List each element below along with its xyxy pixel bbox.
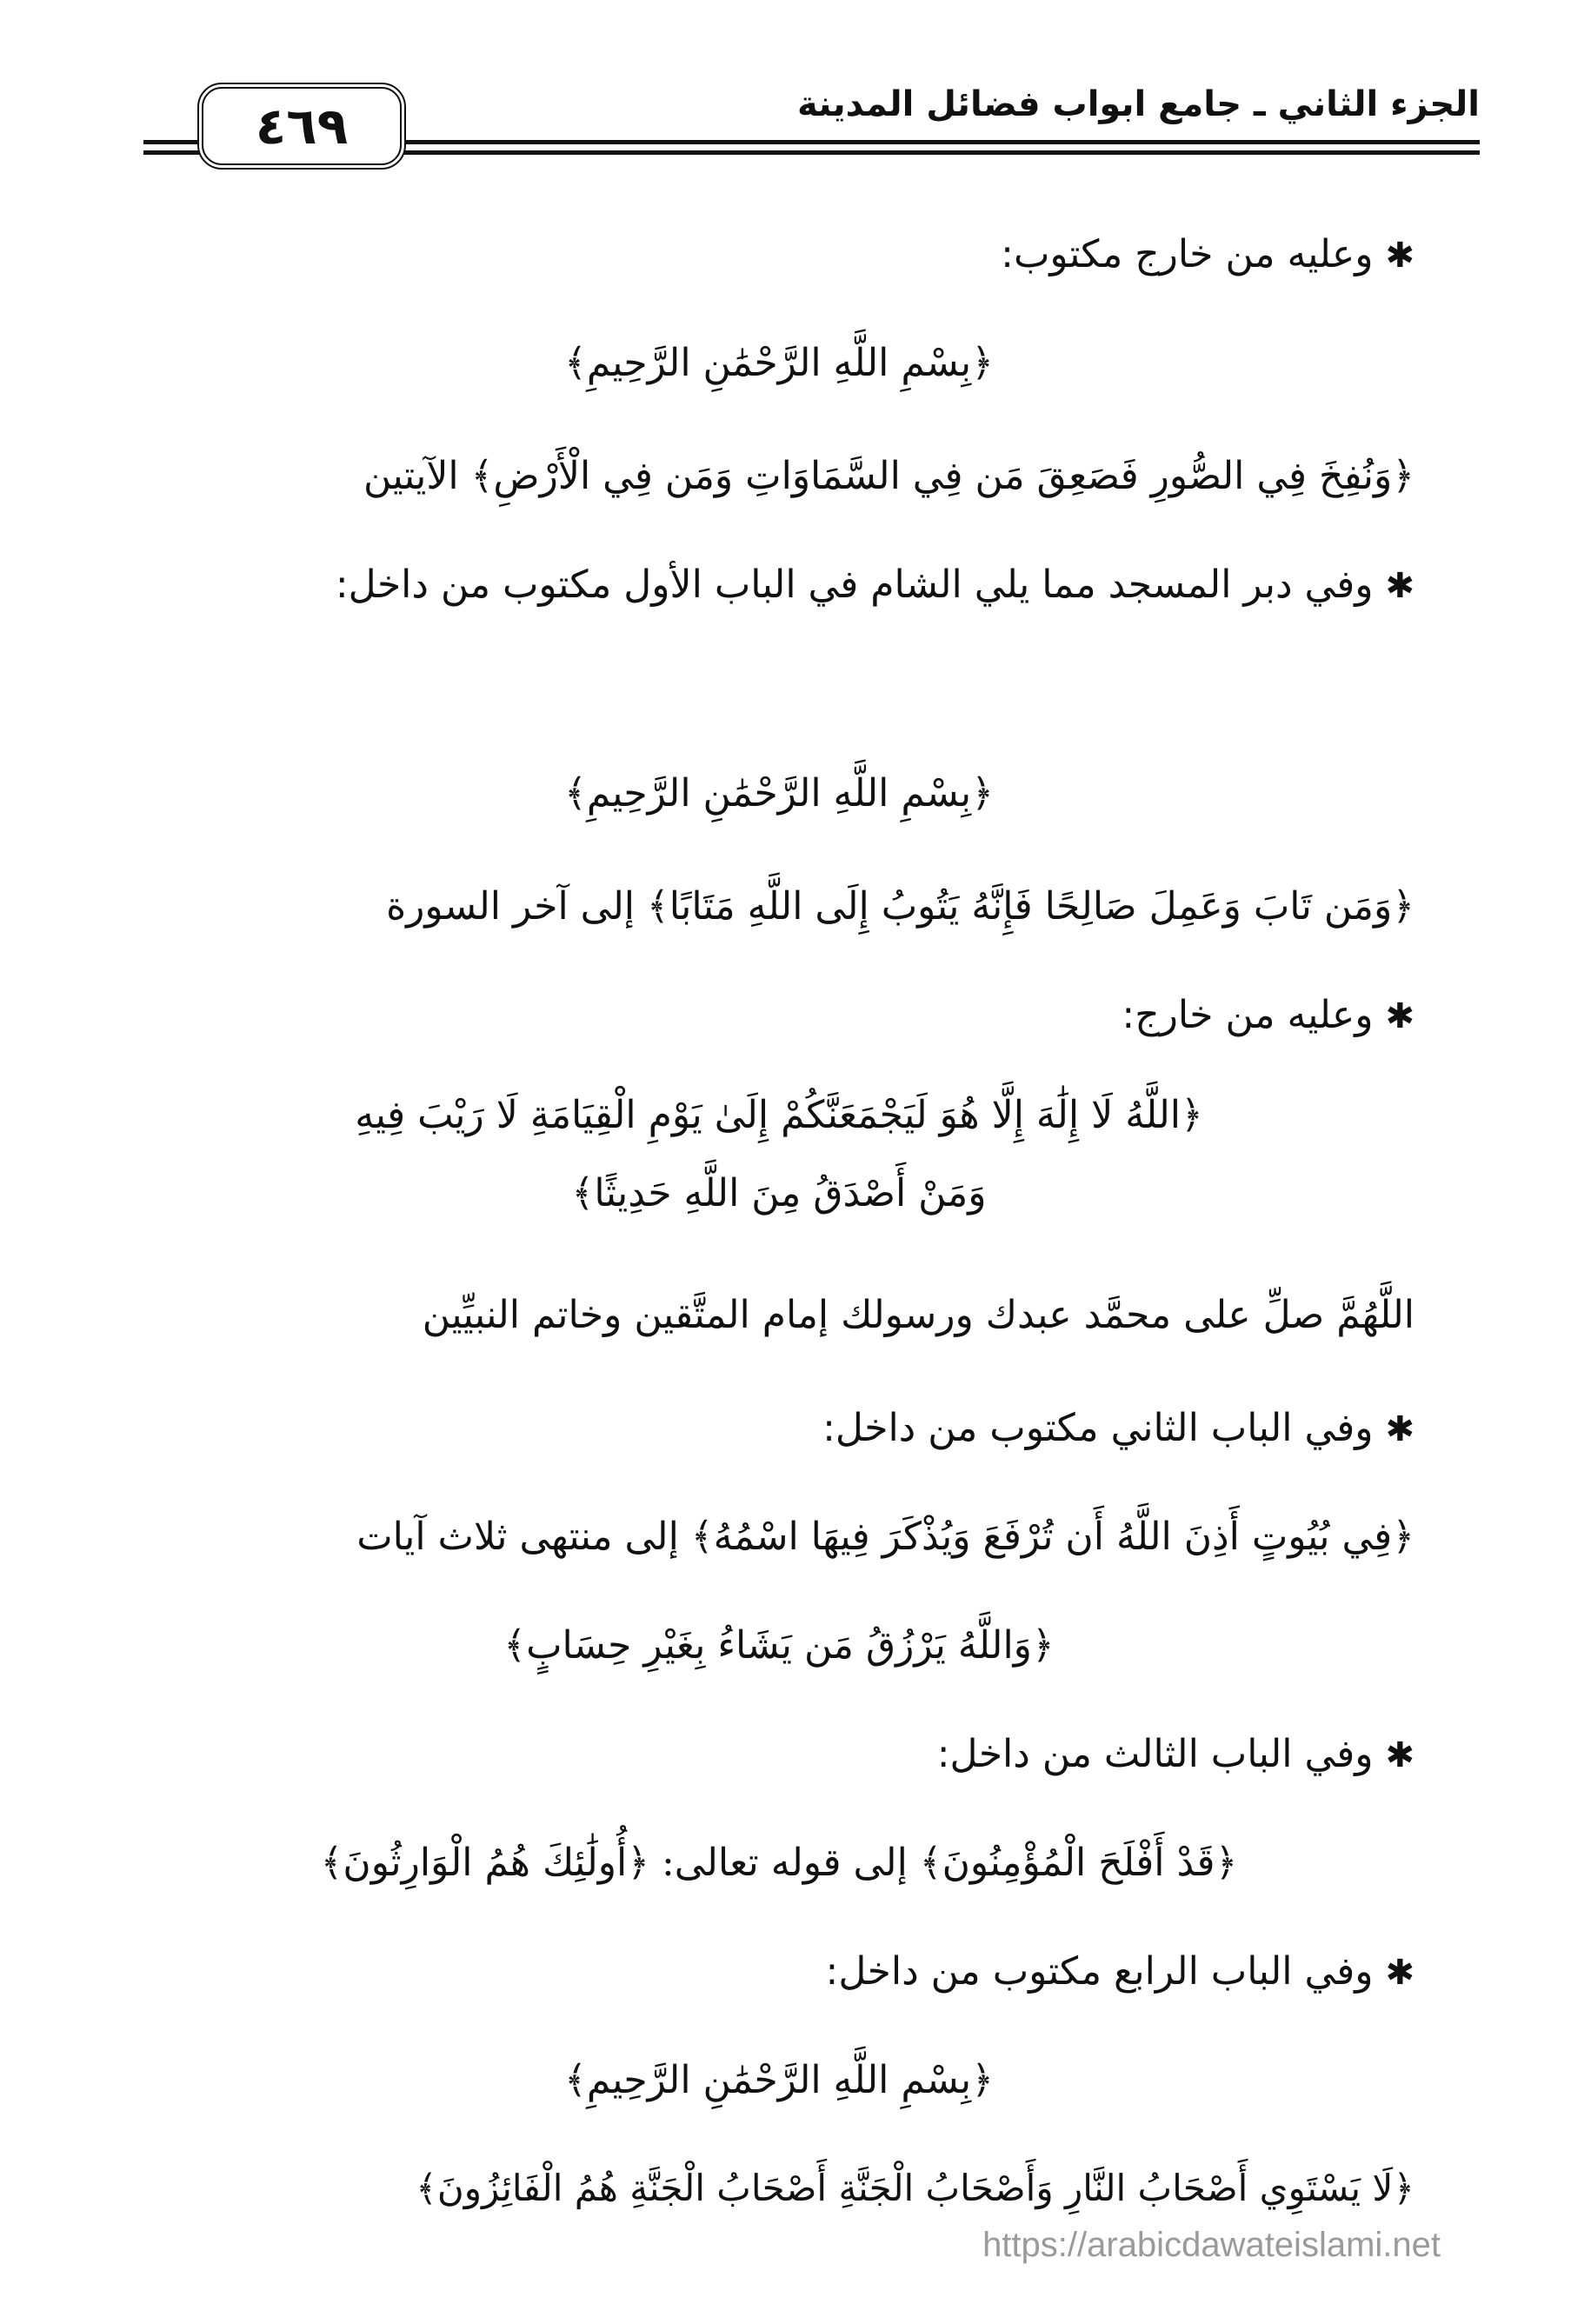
quran-verse: ﴿قَدْ أَفْلَحَ الْمُؤْمِنُونَ﴾ إلى قوله تعالى: ﴿أُولَٰئِكَ هُمُ الْوَارِثُونَ﴾	[320, 1841, 1238, 1885]
page-number-box	[197, 83, 406, 170]
star-bullet-icon: ✱	[1385, 566, 1415, 606]
paragraph: ✱وعليه من خارج:	[1122, 993, 1415, 1037]
page-number: ٤٦٩	[255, 97, 349, 156]
quran-verse: وَمَنْ أَصْدَقُ مِنَ اللَّهِ حَدِيثًا﴾	[571, 1171, 987, 1215]
basmala: ﴿بِسْمِ اللَّهِ الرَّحْمَٰنِ الرَّحِيمِ﴾	[564, 771, 994, 816]
paragraph: ✱وفي دبر المسجد مما يلي الشام في الباب الأول مكتوب من داخل:	[335, 563, 1415, 607]
paragraph: ✱وفي الباب الثاني مكتوب من داخل:	[822, 1406, 1415, 1450]
star-bullet-icon: ✱	[1385, 996, 1415, 1036]
quran-verse: ﴿فِي بُيُوتٍ أَذِنَ اللَّهُ أَن تُرْفَعَ وَيُذْكَرَ فِيهَا اسْمُهُ﴾ إلى منتهى ثلاث آيات	[356, 1515, 1415, 1559]
basmala: ﴿بِسْمِ اللَّهِ الرَّحْمَٰنِ الرَّحِيمِ﴾	[564, 2058, 994, 2102]
paragraph: ✱وعليه من خارج مكتوب:	[1001, 232, 1415, 276]
salawat: اللَّهُمَّ صلِّ على محمَّد عبدك ورسولك إمام المتَّقين وخاتم النبيِّين	[422, 1293, 1415, 1337]
quran-verse: ﴿اللَّهُ لَا إِلَٰهَ إِلَّا هُوَ لَيَجْمَعَنَّكُمْ إِلَىٰ يَوْمِ الْقِيَامَةِ لَا رَيْبَ فِيهِ	[355, 1093, 1203, 1137]
page-header	[143, 74, 1480, 174]
running-title: الجزء الثاني ـ جامع ابواب فضائل المدينة	[797, 84, 1480, 124]
star-bullet-icon: ✱	[1385, 236, 1415, 276]
quran-verse: ﴿وَاللَّهُ يَرْزُقُ مَن يَشَاءُ بِغَيْرِ حِسَابٍ﴾	[503, 1623, 1055, 1668]
star-bullet-icon: ✱	[1385, 1735, 1415, 1775]
quran-verse: ﴿وَمَن تَابَ وَعَمِلَ صَالِحًا فَإِنَّهُ يَتُوبُ إِلَى اللَّهِ مَتَابًا﴾ إلى آخر السورة	[386, 884, 1415, 929]
star-bullet-icon: ✱	[1385, 1409, 1415, 1449]
quran-verse: ﴿لَا يَسْتَوِي أَصْحَابُ النَّارِ وَأَصْحَابُ الْجَنَّةِ أَصْحَابُ الْجَنَّةِ هُمُ الْفَائِزُونَ﴾	[416, 2167, 1415, 2209]
paragraph: ✱وفي الباب الثالث من داخل:	[936, 1732, 1415, 1776]
paragraph: ✱وفي الباب الرابع مكتوب من داخل:	[825, 1949, 1415, 1994]
watermark-url: https://arabicdawateislami.net	[982, 2226, 1441, 2264]
basmala: ﴿بِسْمِ اللَّهِ الرَّحْمَٰنِ الرَّحِيمِ﴾	[564, 341, 994, 385]
star-bullet-icon: ✱	[1385, 1953, 1415, 1993]
quran-verse: ﴿وَنُفِخَ فِي الصُّورِ فَصَعِقَ مَن فِي السَّمَاوَاتِ وَمَن فِي الْأَرْضِ﴾ الآيتين	[363, 454, 1415, 498]
